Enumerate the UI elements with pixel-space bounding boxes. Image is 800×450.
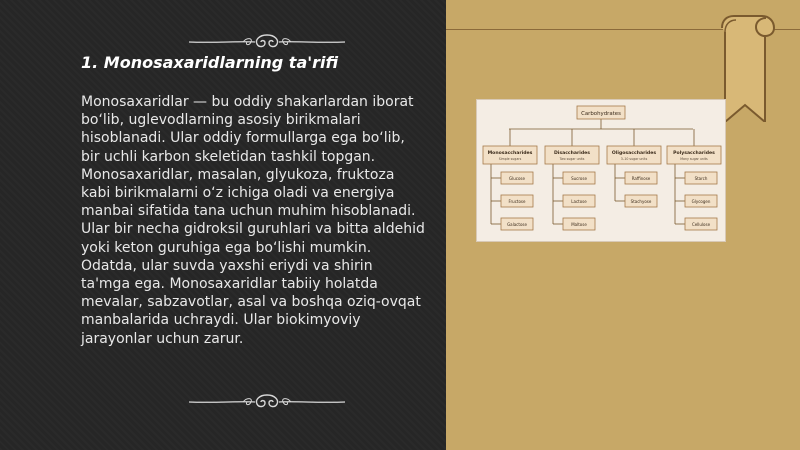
- divider-ornament-bottom-icon: [187, 392, 347, 412]
- diagram-group-subtitle: Simple sugars: [498, 157, 522, 161]
- diagram-root-label: Carbohydrates: [581, 111, 621, 117]
- diagram-item-label: Cellulose: [691, 222, 711, 227]
- diagram-item-label: Sucrose: [571, 176, 587, 181]
- carbohydrates-diagram: [476, 99, 726, 242]
- diagram-item-label: Stachyose: [630, 199, 652, 204]
- slide-body-text: Monosaxaridlar — bu oddiy shakarlardan iborat bo‘lib, uglevodlarning asosiy birikmalari hisoblanadi. Ular oddiy formullarga ega bo‘lib, bir uchli karbon skeletidan tashkil topgan. Monosaxaridlar, masalan, glyukoza, fruktoza kabi birikmalarni o‘z ichiga oladi va energiya manbai sifatida tana uchun muhim hisoblanadi. Ular bir necha gidroksil guruhlari va bitta aldehid yoki keton guruhiga ega bo‘lishi mumkin. Odatda, ular suvda yaxshi eriydi va shirin ta'mga ega. Monosaxaridlar tabiiy holatda mevalar, sabzavotlar, asal va boshqa oziq-ovqat manbalarida uchraydi. Ular biokimyoviy jarayonlar uchun zarur.: [81, 94, 425, 347]
- diagram-group-subtitle: 3–10 sugar units: [620, 157, 648, 161]
- carbohydrates-diagram-svg: [477, 100, 725, 241]
- diagram-item-label: Maltose: [571, 222, 587, 227]
- diagram-group-title: Oligosaccharides: [611, 151, 657, 156]
- diagram-group-title: Disaccharides: [553, 151, 591, 156]
- diagram-group-subtitle: Two sugar units: [559, 157, 585, 161]
- diagram-group-subtitle: Many sugar units: [680, 157, 708, 161]
- diagram-group-title: Monosaccharides: [487, 151, 533, 156]
- diagram-item-label: Starch: [694, 176, 708, 181]
- diagram-item-label: Galactose: [507, 222, 527, 227]
- bookmark-ribbon-icon: [718, 14, 776, 122]
- diagram-item-label: Raffinose: [631, 176, 651, 181]
- slide-title: 1. Monosaxaridlarning ta'rifi: [81, 53, 339, 72]
- divider-ornament-top-icon: [187, 32, 347, 52]
- diagram-group-title: Polysaccharides: [673, 151, 715, 156]
- diagram-item-label: Lactose: [571, 199, 587, 204]
- diagram-item-label: Fructose: [508, 199, 526, 204]
- diagram-item-label: Glucose: [509, 176, 525, 181]
- diagram-item-label: Glycogen: [691, 199, 711, 204]
